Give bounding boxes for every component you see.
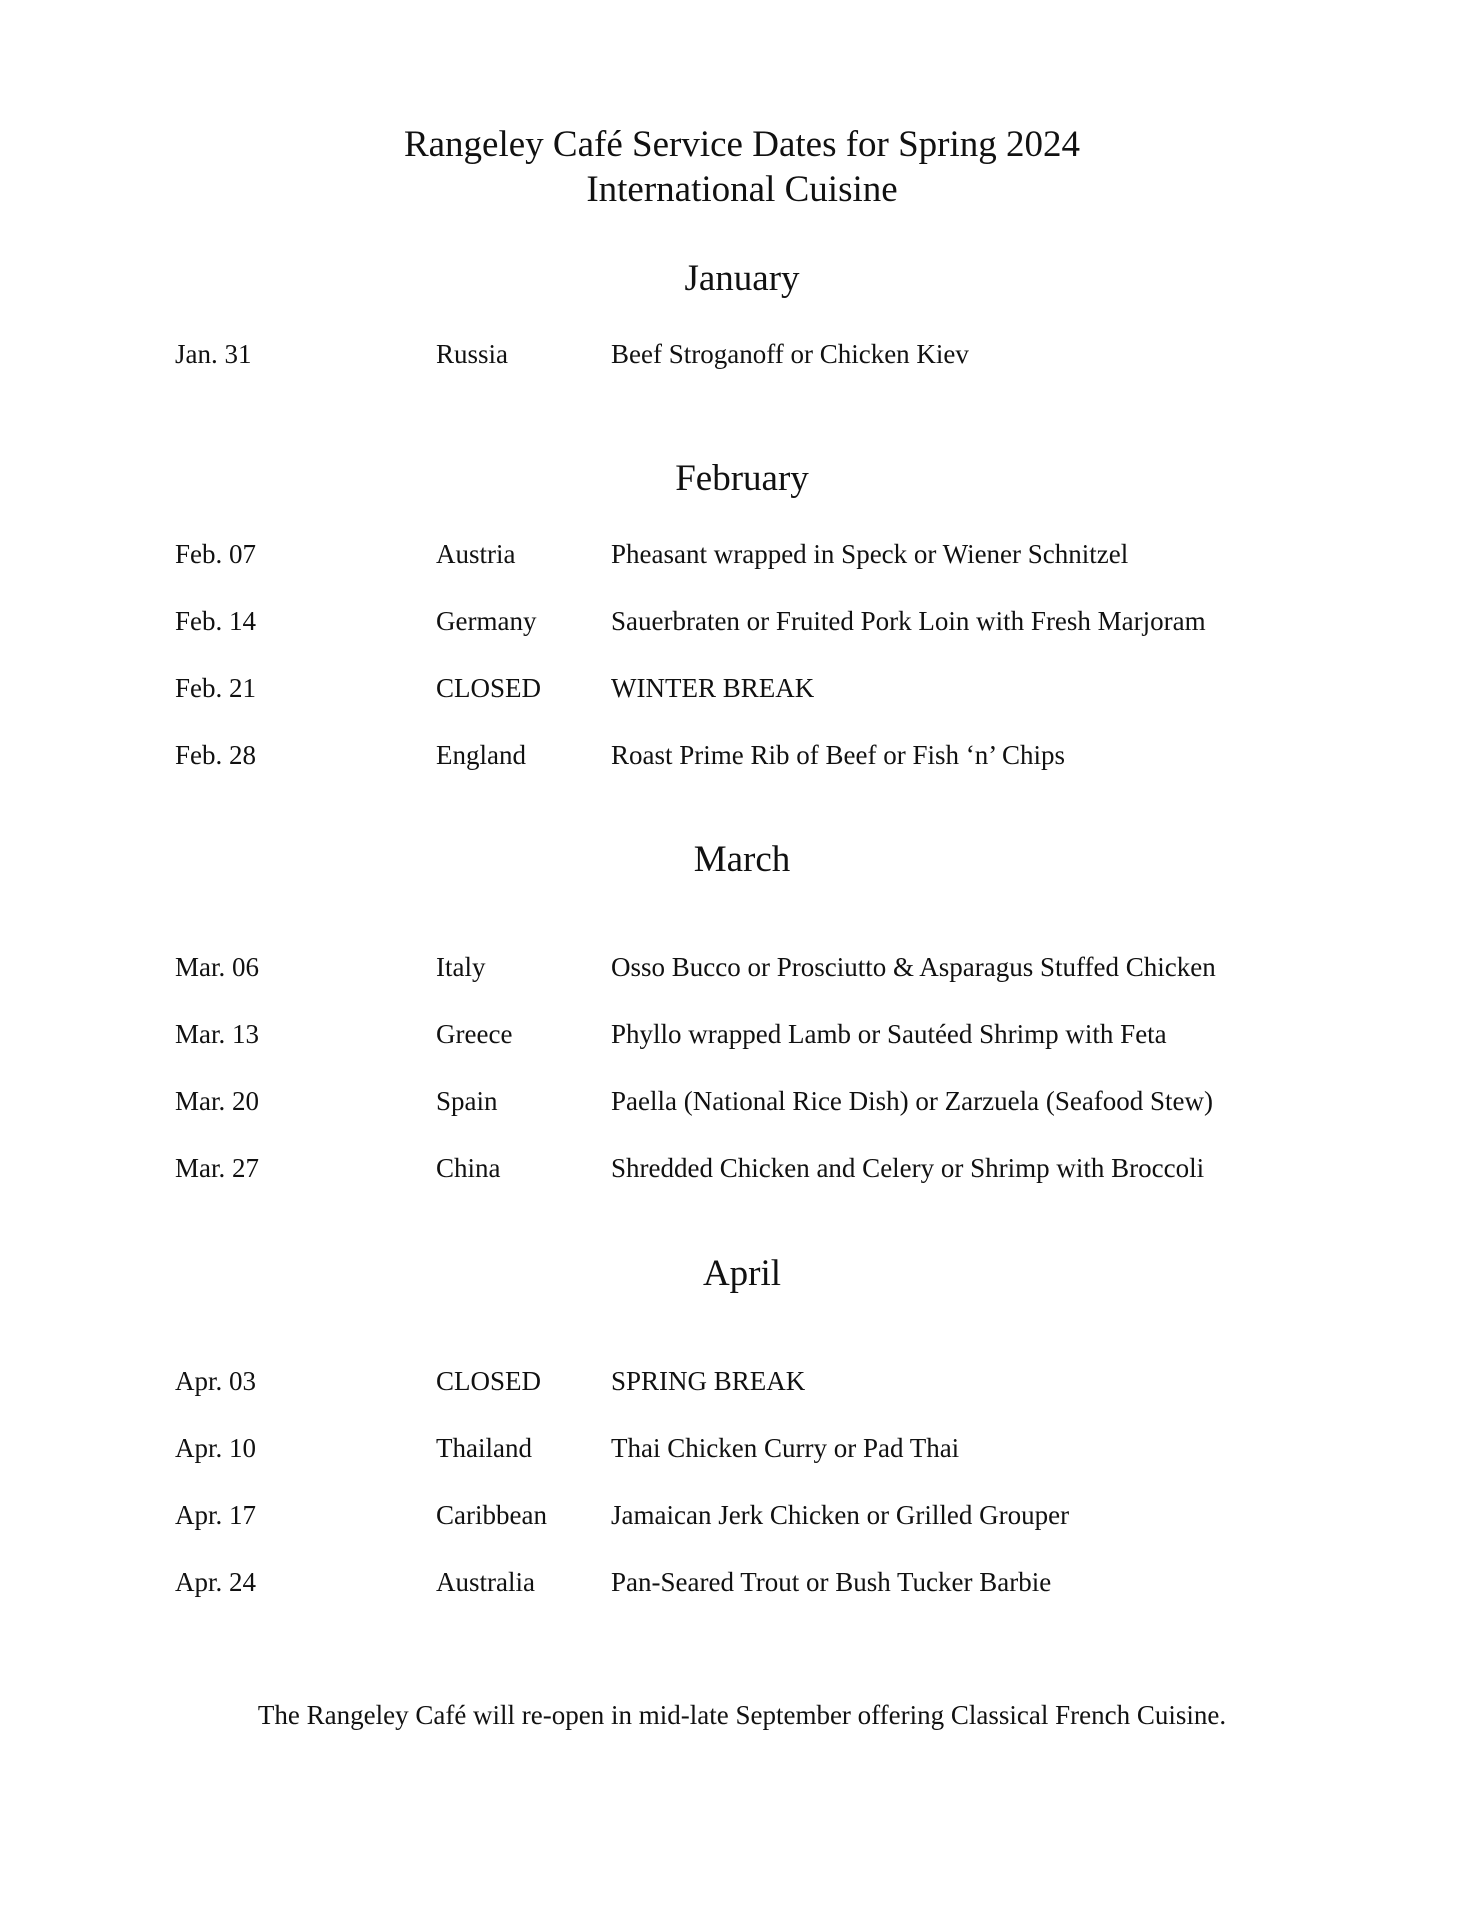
service-dish: Pan-Seared Trout or Bush Tucker Barbie bbox=[611, 1567, 1052, 1597]
service-dish: Beef Stroganoff or Chicken Kiev bbox=[611, 339, 969, 369]
month-heading-march: March bbox=[693, 839, 791, 880]
service-date: Feb. 07 bbox=[175, 539, 256, 569]
service-country: Greece bbox=[436, 1019, 513, 1049]
service-country: England bbox=[436, 740, 526, 770]
schedule-row bbox=[0, 670, 1484, 706]
reopen-note: The Rangeley Café will re-open in mid-late September offering Classical French Cuisine. bbox=[257, 1700, 1227, 1730]
service-dish: Osso Bucco or Prosciutto & Asparagus Stuffed Chicken bbox=[611, 952, 1216, 982]
service-dish: Jamaican Jerk Chicken or Grilled Grouper bbox=[611, 1500, 1070, 1530]
service-country: CLOSED bbox=[436, 1366, 542, 1396]
service-country: Austria bbox=[436, 539, 516, 569]
service-dish: Pheasant wrapped in Speck or Wiener Schnitzel bbox=[611, 539, 1129, 569]
service-date: Jan. 31 bbox=[175, 339, 252, 369]
month-heading-january: January bbox=[684, 258, 800, 299]
service-dish: SPRING BREAK bbox=[611, 1366, 806, 1396]
schedule-row bbox=[0, 949, 1484, 985]
month-heading-february: February bbox=[675, 458, 809, 499]
schedule-row bbox=[0, 1564, 1484, 1600]
service-date: Apr. 10 bbox=[175, 1433, 256, 1463]
service-date: Mar. 27 bbox=[175, 1153, 259, 1183]
service-dish: Phyllo wrapped Lamb or Sautéed Shrimp with Feta bbox=[611, 1019, 1167, 1049]
service-dish: WINTER BREAK bbox=[611, 673, 815, 703]
service-country: Thailand bbox=[436, 1433, 532, 1463]
schedule-row bbox=[0, 1083, 1484, 1119]
service-date: Feb. 28 bbox=[175, 740, 256, 770]
schedule-row bbox=[0, 1363, 1484, 1399]
service-dish: Roast Prime Rib of Beef or Fish ‘n’ Chips bbox=[611, 740, 1065, 770]
service-country: Caribbean bbox=[436, 1500, 547, 1530]
service-date: Feb. 14 bbox=[175, 606, 256, 636]
schedule-row bbox=[0, 1016, 1484, 1052]
service-country: CLOSED bbox=[436, 673, 542, 703]
service-country: China bbox=[436, 1153, 501, 1183]
service-date: Mar. 20 bbox=[175, 1086, 259, 1116]
service-date: Feb. 21 bbox=[175, 673, 256, 703]
service-dish: Paella (National Rice Dish) or Zarzuela (Seafood Stew) bbox=[611, 1086, 1214, 1116]
schedule-row bbox=[0, 336, 1484, 372]
service-date: Apr. 24 bbox=[175, 1567, 256, 1597]
service-country: Russia bbox=[436, 339, 509, 369]
schedule-row bbox=[0, 1497, 1484, 1533]
service-date: Apr. 03 bbox=[175, 1366, 256, 1396]
service-dish: Sauerbraten or Fruited Pork Loin with Fresh Marjoram bbox=[611, 606, 1206, 636]
service-dish: Thai Chicken Curry or Pad Thai bbox=[611, 1433, 960, 1463]
service-date: Mar. 13 bbox=[175, 1019, 259, 1049]
schedule-row bbox=[0, 737, 1484, 773]
service-country: Australia bbox=[436, 1567, 535, 1597]
page-title: Rangeley Café Service Dates for Spring 2024 bbox=[403, 124, 1081, 165]
schedule-row bbox=[0, 603, 1484, 639]
schedule-row bbox=[0, 1430, 1484, 1466]
service-date: Apr. 17 bbox=[175, 1500, 256, 1530]
schedule-row bbox=[0, 1150, 1484, 1186]
service-country: Italy bbox=[436, 952, 486, 982]
service-country: Germany bbox=[436, 606, 537, 636]
service-dish: Shredded Chicken and Celery or Shrimp with Broccoli bbox=[611, 1153, 1205, 1183]
page-subtitle: International Cuisine bbox=[586, 169, 898, 210]
month-heading-april: April bbox=[702, 1253, 782, 1294]
service-date: Mar. 06 bbox=[175, 952, 259, 982]
schedule-row bbox=[0, 536, 1484, 572]
service-country: Spain bbox=[436, 1086, 498, 1116]
